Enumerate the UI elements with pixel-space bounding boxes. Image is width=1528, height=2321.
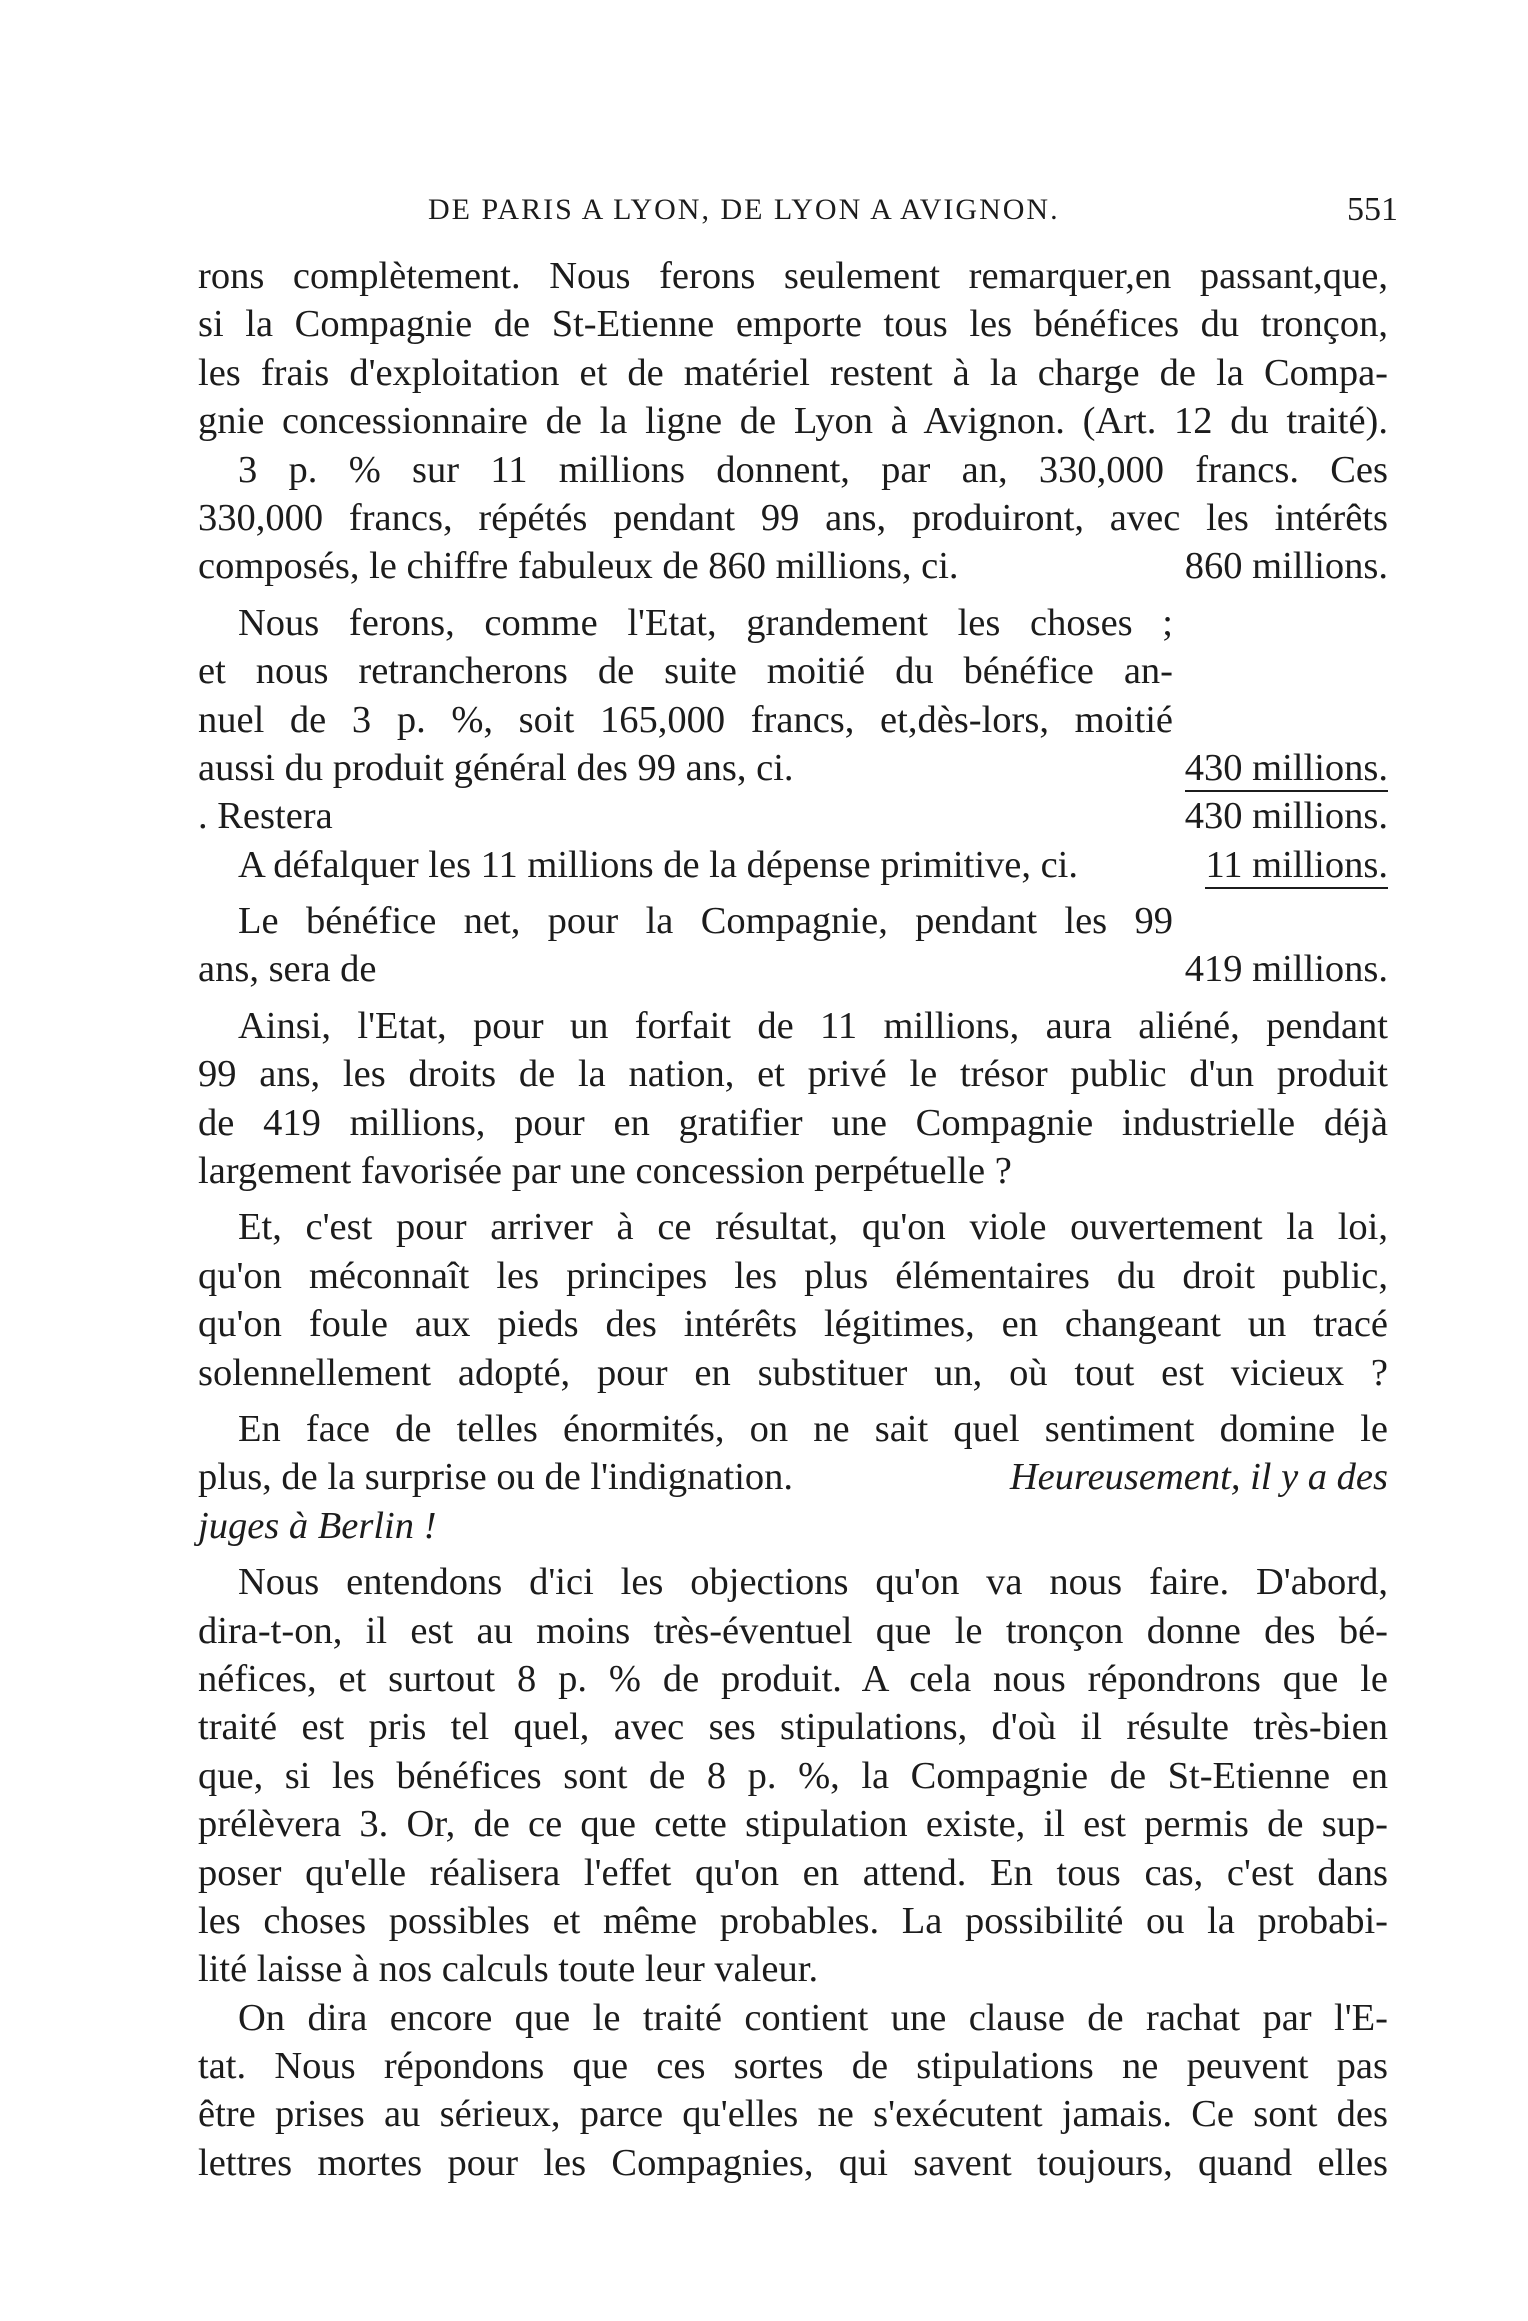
calc-row: [198, 542, 1388, 590]
text-line: En face de telles énormités, on ne sait quel sentiment domine le: [238, 1407, 1388, 1450]
italic-phrase: Heureusement, il y a des: [1009, 1456, 1388, 1499]
text-line: [198, 1453, 1388, 1501]
calc-row: [198, 792, 1388, 840]
calc-label: composés, le chiffre fabuleux de 860 millions, ci.: [198, 545, 959, 588]
page-number: 551: [1347, 191, 1398, 228]
text-line: 3 p. % sur 11 millions donnent, par an, 330,000 francs. Ces: [238, 448, 1388, 491]
text-line: qu'on méconnaît les principes les plus élémentaires du droit public,: [198, 1254, 1388, 1297]
text-line: Nous entendons d'ici les objections qu'on va nous faire. D'abord,: [238, 1561, 1388, 1604]
text-line: solennellement adopté, pour en substituer un, où tout est vicieux ?: [198, 1351, 1388, 1394]
text-line: gnie concessionnaire de la ligne de Lyon à Avignon. (Art. 12 du traité).: [198, 400, 1388, 443]
text-line: prélèvera 3. Or, de ce que cette stipulation existe, il est permis de sup-: [198, 1803, 1388, 1846]
calc-amount: 860 millions.: [1184, 545, 1388, 588]
text-line: que, si les bénéfices sont de 8 p. %, la Compagnie de St-Etienne en: [198, 1754, 1388, 1797]
text-line: Le bénéfice net, pour la Compagnie, pendant les 99: [238, 900, 1173, 943]
calc-amount: 430 millions.: [1185, 744, 1388, 792]
body-text: [198, 252, 1388, 2187]
text-line: qu'on foule aux pieds des intérêts légitimes, en changeant un tracé: [198, 1303, 1388, 1346]
text-line: traité est pris tel quel, avec ses stipulations, d'où il résulte très-bien: [198, 1706, 1388, 1749]
calc-label: aussi du produit général des 99 ans, ci.: [198, 746, 794, 789]
calc-row: [198, 841, 1388, 889]
text-line: On dira encore que le traité contient une clause de rachat par l'E-: [238, 1996, 1388, 2039]
text-line: tat. Nous répondons que ces sortes de stipulations ne peuvent pas: [198, 2045, 1388, 2088]
text-line: 99 ans, les droits de la nation, et privé le trésor public d'un produit: [198, 1053, 1388, 1096]
text-line: Et, c'est pour arriver à ce résultat, qu'on viole ouvertement la loi,: [238, 1206, 1388, 1249]
calc-amount: 430 millions.: [1184, 795, 1388, 838]
text-line: Nous ferons, comme l'Etat, grandement les choses ;: [238, 601, 1173, 644]
text-line: 330,000 francs, répétés pendant 99 ans, produiront, avec les intérêts: [198, 496, 1388, 539]
calc-label: ans, sera de: [198, 948, 377, 991]
calc-row: [198, 945, 1388, 993]
text-line: [198, 1502, 1388, 1550]
running-title: DE PARIS A LYON, DE LYON A AVIGNON.: [428, 193, 1060, 226]
text-line: si la Compagnie de St-Etienne emporte tous les bénéfices du tronçon,: [198, 303, 1388, 346]
text-line: dira-t-on, il est au moins très-éventuel que le tronçon donne des bé-: [198, 1609, 1388, 1652]
text-line: nuel de 3 p. %, soit 165,000 francs, et,dès-lors, moitié: [198, 698, 1173, 741]
calc-amount: 419 millions.: [1184, 948, 1388, 991]
text-line: être prises au sérieux, parce qu'elles ne s'exécutent jamais. Ce sont des: [198, 2093, 1388, 2136]
calc-amount: 11 millions.: [1205, 841, 1388, 889]
text-line: les frais d'exploitation et de matériel restent à la charge de la Compa-: [198, 351, 1388, 394]
text-line: lettres mortes pour les Compagnies, qui savent toujours, quand elles: [198, 2141, 1388, 2184]
calc-label: . Restera: [198, 795, 333, 838]
text-fragment: plus, de la surprise ou de l'indignation.: [198, 1456, 794, 1499]
calc-label: A défalquer les 11 millions de la dépense primitive, ci.: [238, 843, 1079, 886]
calc-row: [198, 744, 1388, 792]
text-line: et nous retrancherons de suite moitié du bénéfice an-: [198, 650, 1173, 693]
text-line: largement favorisée par une concession perpétuelle ?: [198, 1150, 1012, 1193]
text-line: néfices, et surtout 8 p. % de produit. A cela nous répondrons que le: [198, 1657, 1388, 1700]
text-line: poser qu'elle réalisera l'effet qu'on en attend. En tous cas, c'est dans: [198, 1851, 1388, 1894]
text-line: lité laisse à nos calculs toute leur valeur.: [198, 1948, 819, 1991]
text-line: Ainsi, l'Etat, pour un forfait de 11 millions, aura aliéné, pendant: [238, 1004, 1388, 1047]
italic-phrase: juges à Berlin !: [198, 1504, 437, 1547]
text-line: de 419 millions, pour en gratifier une Compagnie industrielle déjà: [198, 1101, 1388, 1144]
text-line: les choses possibles et même probables. La possibilité ou la probabi-: [198, 1899, 1388, 1942]
text-line: rons complètement. Nous ferons seulement remarquer,en passant,que,: [198, 255, 1388, 297]
page-header: [198, 180, 1398, 240]
